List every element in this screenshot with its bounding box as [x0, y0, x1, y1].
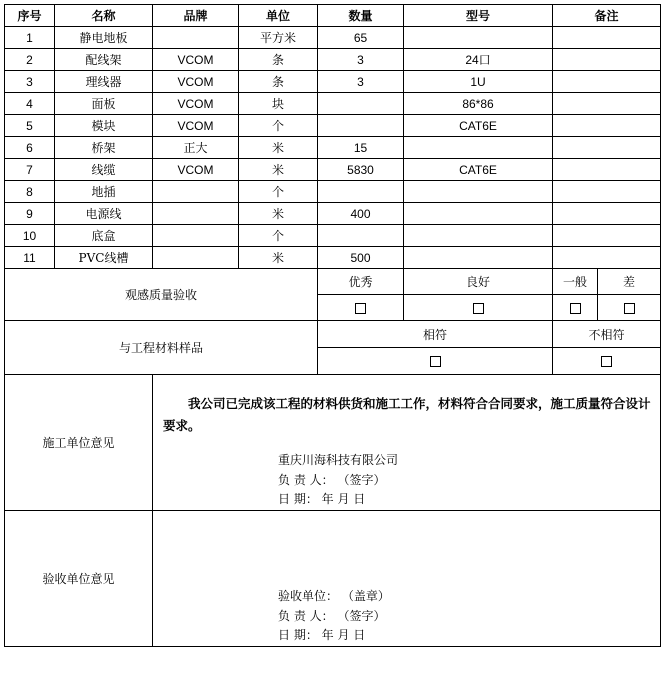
- cell-brand: [153, 27, 239, 49]
- cell-note: [553, 93, 661, 115]
- table-row: [5, 49, 661, 71]
- contractor-person: 负 责 人： （签字）: [278, 472, 386, 487]
- cell-note: [553, 203, 661, 225]
- cell-name: 模块: [55, 115, 153, 137]
- cell-unit: 米: [239, 203, 318, 225]
- cell-no: 11: [5, 247, 55, 269]
- item-rows: [5, 27, 661, 269]
- cell-note: [553, 27, 661, 49]
- cell-unit: 米: [239, 137, 318, 159]
- cell-brand: VCOM: [153, 93, 239, 115]
- header-no: 序号: [5, 5, 55, 27]
- cell-model: CAT6E: [404, 115, 553, 137]
- header-model: 型号: [404, 5, 553, 27]
- acceptance-form: [4, 4, 660, 647]
- quality-option-excellent: 优秀: [318, 269, 404, 295]
- table-row: [5, 115, 661, 137]
- table-row: [5, 225, 661, 247]
- acceptance-person: 负 责 人： （签字）: [278, 608, 386, 623]
- quality-label: 观感质量验收: [5, 269, 318, 321]
- quality-option-fair: 一般: [553, 269, 598, 295]
- contractor-opinion: [153, 375, 661, 511]
- header-row: [5, 5, 661, 27]
- cell-name: 理线器: [55, 71, 153, 93]
- cell-brand: VCOM: [153, 49, 239, 71]
- conformity-label: 与工程材料样品: [5, 321, 318, 375]
- cell-name: 静电地板: [55, 27, 153, 49]
- header-brand: 品牌: [153, 5, 239, 27]
- cell-qty: 65: [318, 27, 404, 49]
- cell-qty: [318, 181, 404, 203]
- cell-unit: 个: [239, 115, 318, 137]
- checkbox-poor[interactable]: [624, 303, 635, 314]
- cell-note: [553, 115, 661, 137]
- cell-brand: VCOM: [153, 159, 239, 181]
- cell-name: 电源线: [55, 203, 153, 225]
- cell-qty: [318, 93, 404, 115]
- conformity-option-match: 相符: [318, 321, 553, 348]
- cell-name: 地插: [55, 181, 153, 203]
- cell-brand: [153, 247, 239, 269]
- table-row: [5, 27, 661, 49]
- cell-model: [404, 181, 553, 203]
- cell-qty: 15: [318, 137, 404, 159]
- cell-note: [553, 159, 661, 181]
- header-note: 备注: [553, 5, 661, 27]
- cell-model: [404, 27, 553, 49]
- cell-no: 7: [5, 159, 55, 181]
- conformity-checkbox-match[interactable]: [318, 348, 553, 375]
- table-row: [5, 159, 661, 181]
- cell-model: [404, 137, 553, 159]
- cell-unit: 个: [239, 181, 318, 203]
- quality-option-good: 良好: [404, 269, 553, 295]
- cell-no: 2: [5, 49, 55, 71]
- cell-name: 配线架: [55, 49, 153, 71]
- cell-qty: 3: [318, 71, 404, 93]
- cell-qty: 5830: [318, 159, 404, 181]
- cell-no: 9: [5, 203, 55, 225]
- cell-brand: VCOM: [153, 71, 239, 93]
- cell-name: 线缆: [55, 159, 153, 181]
- acceptance-label: 验收单位意见: [5, 511, 153, 647]
- acceptance-unit: 验收单位： （盖章）: [278, 589, 390, 603]
- header-name: 名称: [55, 5, 153, 27]
- cell-note: [553, 225, 661, 247]
- cell-qty: 3: [318, 49, 404, 71]
- cell-no: 1: [5, 27, 55, 49]
- cell-unit: 平方米: [239, 27, 318, 49]
- quality-row-top: [5, 269, 661, 295]
- material-table: [4, 4, 661, 647]
- quality-checkbox-poor[interactable]: [598, 295, 661, 321]
- quality-checkbox-good[interactable]: [404, 295, 553, 321]
- checkbox-fair[interactable]: [570, 303, 581, 314]
- cell-unit: 米: [239, 159, 318, 181]
- cell-name: 面板: [55, 93, 153, 115]
- acceptance-opinion: [153, 511, 661, 647]
- quality-checkbox-fair[interactable]: [553, 295, 598, 321]
- cell-model: [404, 247, 553, 269]
- cell-no: 3: [5, 71, 55, 93]
- cell-brand: [153, 181, 239, 203]
- contractor-date: 日 期： 年 月 日: [278, 492, 366, 506]
- quality-checkbox-excellent[interactable]: [318, 295, 404, 321]
- acceptance-date: 日 期： 年 月 日: [278, 628, 366, 642]
- conformity-checkbox-mismatch[interactable]: [553, 348, 661, 375]
- cell-model: 86*86: [404, 93, 553, 115]
- header-unit: 单位: [239, 5, 318, 27]
- cell-name: 底盒: [55, 225, 153, 247]
- cell-brand: [153, 203, 239, 225]
- acceptance-row: [5, 511, 661, 647]
- cell-model: 24口: [404, 49, 553, 71]
- cell-unit: 个: [239, 225, 318, 247]
- table-row: [5, 247, 661, 269]
- cell-unit: 米: [239, 247, 318, 269]
- checkbox-excellent[interactable]: [355, 303, 366, 314]
- cell-unit: 条: [239, 71, 318, 93]
- cell-model: [404, 203, 553, 225]
- cell-qty: [318, 115, 404, 137]
- cell-model: 1U: [404, 71, 553, 93]
- contractor-company: 重庆川海科技有限公司: [278, 453, 399, 467]
- table-row: [5, 71, 661, 93]
- quality-option-poor: 差: [598, 269, 661, 295]
- contractor-statement: 我公司已完成该工程的材料供货和施工工作，材料符合合同要求，施工质量符合设计要求。: [163, 396, 651, 433]
- cell-qty: [318, 225, 404, 247]
- cell-qty: 500: [318, 247, 404, 269]
- table-row: [5, 181, 661, 203]
- cell-brand: 正大: [153, 137, 239, 159]
- conformity-option-mismatch: 不相符: [553, 321, 661, 348]
- table-row: [5, 93, 661, 115]
- cell-note: [553, 247, 661, 269]
- cell-name: 桥架: [55, 137, 153, 159]
- cell-no: 8: [5, 181, 55, 203]
- cell-unit: 块: [239, 93, 318, 115]
- cell-qty: 400: [318, 203, 404, 225]
- checkbox-match[interactable]: [430, 356, 441, 367]
- table-row: [5, 203, 661, 225]
- cell-note: [553, 137, 661, 159]
- checkbox-good[interactable]: [473, 303, 484, 314]
- conformity-row-top: [5, 321, 661, 348]
- cell-model: [404, 225, 553, 247]
- cell-no: 5: [5, 115, 55, 137]
- cell-no: 6: [5, 137, 55, 159]
- cell-name: PVC线槽: [55, 247, 153, 269]
- cell-note: [553, 71, 661, 93]
- contractor-label: 施工单位意见: [5, 375, 153, 511]
- cell-brand: VCOM: [153, 115, 239, 137]
- cell-no: 4: [5, 93, 55, 115]
- cell-brand: [153, 225, 239, 247]
- cell-note: [553, 49, 661, 71]
- cell-unit: 条: [239, 49, 318, 71]
- contractor-row: [5, 375, 661, 511]
- cell-no: 10: [5, 225, 55, 247]
- checkbox-mismatch[interactable]: [601, 356, 612, 367]
- table-row: [5, 137, 661, 159]
- header-qty: 数量: [318, 5, 404, 27]
- cell-note: [553, 181, 661, 203]
- cell-model: CAT6E: [404, 159, 553, 181]
